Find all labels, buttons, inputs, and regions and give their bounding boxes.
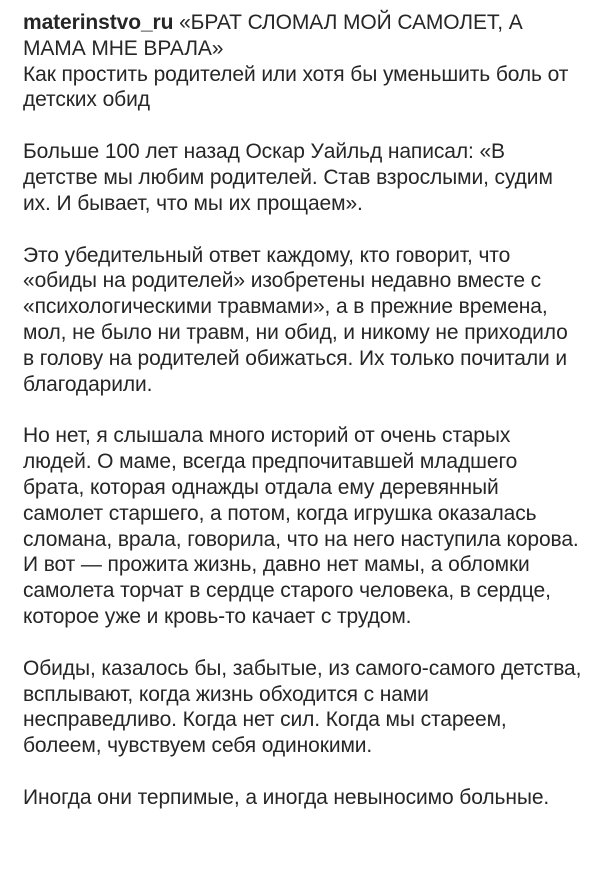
caption-paragraph: Больше 100 лет назад Оскар Уайльд написал: «В детстве мы любим родителей. Став взрослыми, судим их. И бывает, что мы их прощаем». [23,140,553,215]
post-subtitle: Как простить родителей или хотя бы уменьшить боль от детских обид [23,62,569,112]
caption-header [23,10,583,113]
caption-paragraph: Иногда они терпимые, а иногда невыносимо больные. [23,785,550,809]
caption-paragraph: Но нет, я слышала много историй от очень старых людей. О маме, всегда предпочитавшей младшего брата, которая однажды отдала ему деревянный самолет старшего, а потом, когда игрушка оказалась сломана, врала, говорила, что на него наступила корова. И вот — прожита жизнь, давно нет мамы, а обломки самолета торчат в сердце старого человека, в сердце, которое уже и кровь-то качает с трудом. [23,424,579,628]
post-title: «БРАТ СЛОМАЛ МОЙ САМОЛЕТ, А МАМА МНЕ ВРАЛА» [23,11,523,60]
author-username[interactable]: materinstvo_ru [23,11,174,34]
caption-paragraph: Обиды, казалось бы, забытые, из самого-самого детства, всплывают, когда жизнь обходится с нами несправедливо. Когда нет сил. Когда мы стареем, болеем, чувствуем себя одинокими. [23,656,582,758]
caption-paragraph: Это убедительный ответ каждому, кто говорит, что «обиды на родителей» изобретены недавно вместе с «психологическими травмами», а в прежние времена, мол, не было ни травм, ни обид, и никому не приходило в голову на родителей обижаться. Их только почитали и благодарили. [23,243,568,396]
post-caption [23,10,583,811]
